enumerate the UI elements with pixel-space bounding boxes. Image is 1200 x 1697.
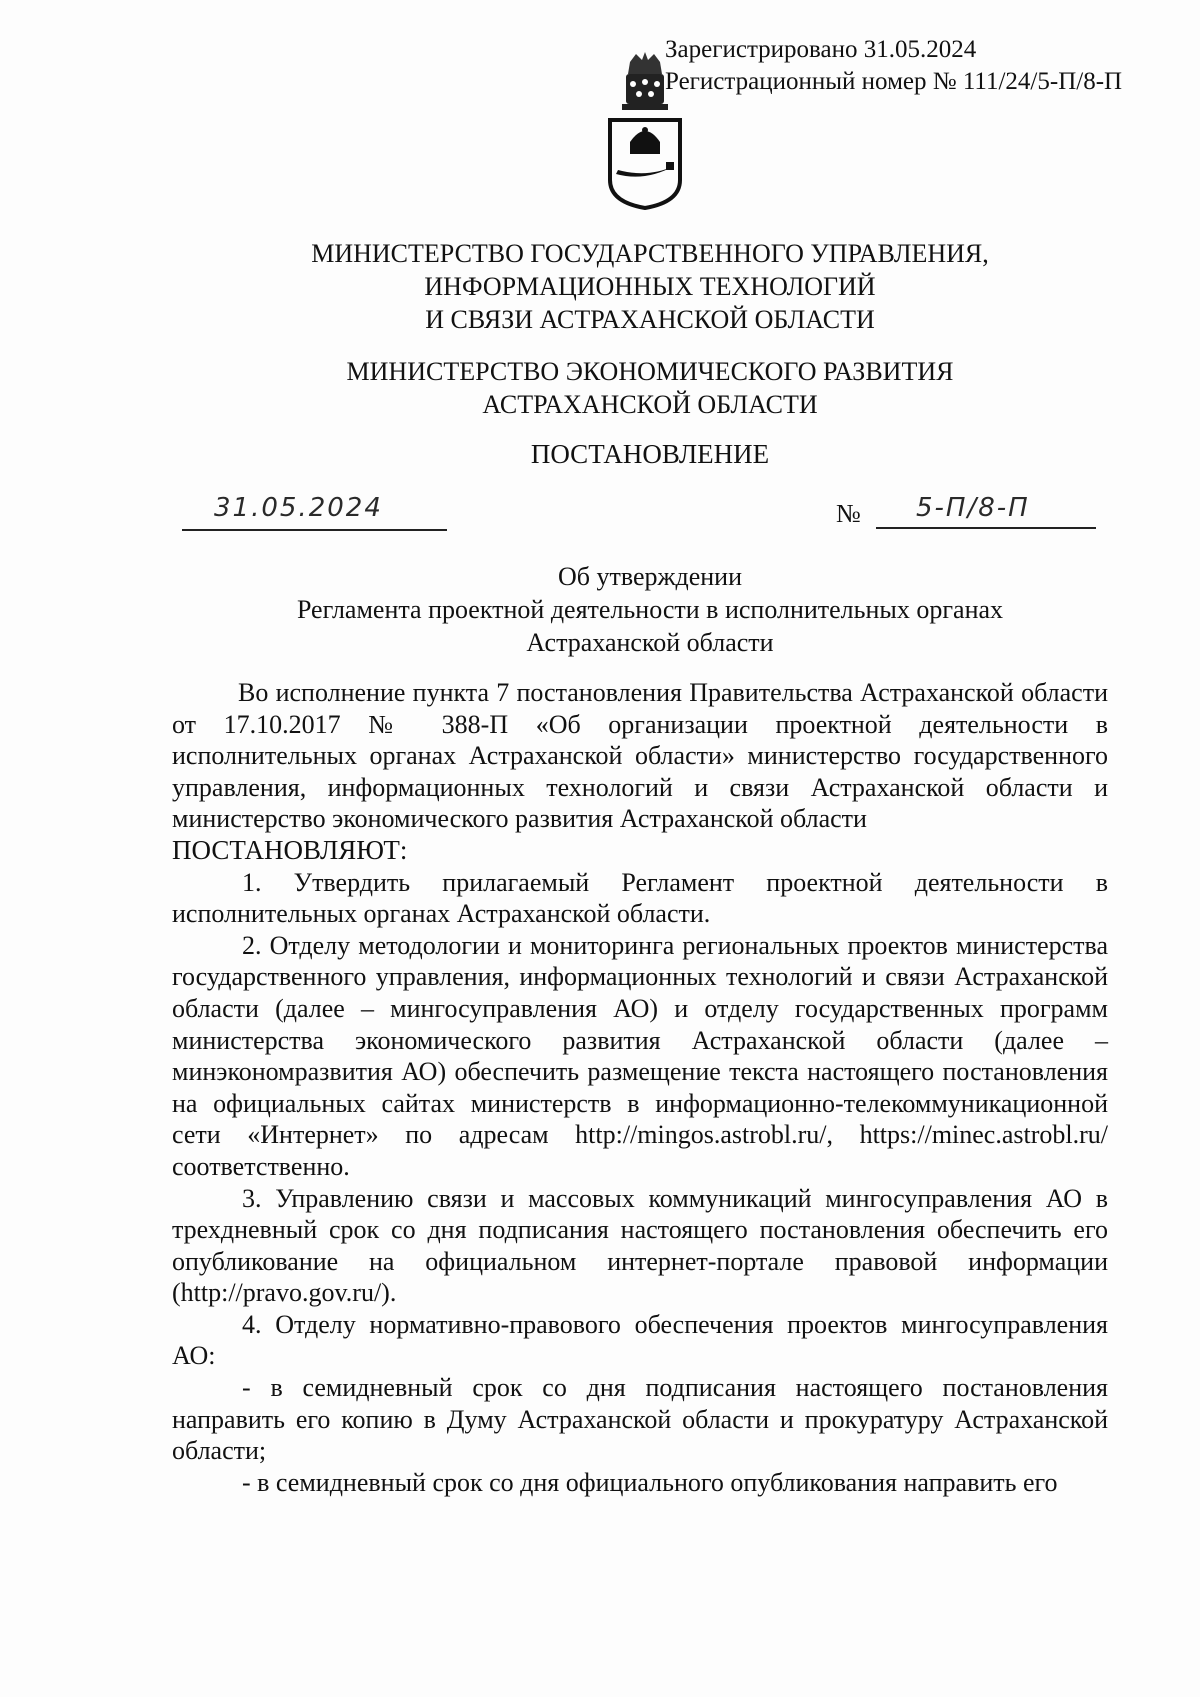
- registration-date: Зарегистрировано 31.05.2024: [665, 36, 977, 63]
- registration-number: Регистрационный номер № 111/24/5-П/8-П: [665, 68, 1123, 95]
- registration-stamp: [665, 34, 1122, 98]
- item-4b-paragraph: - в семидневный срок со дня официального опубликования направить его: [242, 1467, 1058, 1497]
- number-sign: №: [836, 499, 861, 528]
- document-date-field: [182, 493, 447, 531]
- astrakhan-coat-of-arms-icon: [600, 50, 690, 210]
- decree-word: ПОСТАНОВЛЯЮТ:: [172, 834, 408, 865]
- handwritten-number: 5-П/8-П: [916, 493, 1030, 523]
- preamble-paragraph: Во исполнение пункта 7 постановления Правительства Астраханской области от 17.10.2017 № 388-П «Об организации проектной деятельности в исполнительных органах Астраханской области» министерство государственного управления, информационных технологий и связи Астраханской области и министерство экономического развития Астраханской области: [172, 678, 1108, 834]
- number-underline: [876, 493, 1096, 529]
- ministry2-heading: МИНИСТЕРСТВО ЭКОНОМИЧЕСКОГО РАЗВИТИЯ АСТРАХАНСКОЙ ОБЛАСТИ: [346, 357, 954, 419]
- ministry1-heading: МИНИСТЕРСТВО ГОСУДАРСТВЕННОГО УПРАВЛЕНИЯ, ИНФОРМАЦИОННЫХ ТЕХНОЛОГИЙ И СВЯЗИ АСТРАХАНСКОЙ ОБЛАСТИ: [311, 239, 989, 334]
- item-2-paragraph: 2. Отделу методологии и мониторинга региональных проектов министерства государственного управления, информационных технологий и связи Астраханской области (далее – мингосуправления АО) и отделу государственных программ министерства экономического развития Астраханской области (далее – минэкономразвития АО) обеспечить размещение текста настоящего постановления на официальных сайтах министерств в информационно-телекоммуникационной сети «Интернет» по адресам http://mingos.astrobl.ru/, https://minec.astrobl.ru/ соответственно.: [172, 930, 1108, 1181]
- document-number-field: [836, 493, 1096, 529]
- item-1-paragraph: 1. Утвердить прилагаемый Регламент проектной деятельности в исполнительных органах Астраханской области.: [172, 867, 1108, 929]
- document-subject: Об утверждении Регламента проектной деятельности в исполнительных органах Астраханской области: [296, 562, 1004, 657]
- document-body: [172, 677, 1108, 1498]
- document-type-title: ПОСТАНОВЛЕНИЕ: [530, 439, 770, 469]
- item-4a-paragraph: - в семидневный срок со дня подписания настоящего постановления направить его копию в Думу Астраханской области и прокуратуру Астраханской области;: [172, 1373, 1108, 1466]
- item-3-paragraph: 3. Управлению связи и массовых коммуникаций мингосуправления АО в трехдневный срок со дня подписания настоящего постановления обеспечить его опубликование на официальном интернет-портале правовой информации (http://pravo.gov.ru/).: [172, 1183, 1108, 1308]
- handwritten-date: 31.05.2024: [214, 493, 383, 523]
- item-4-paragraph: 4. Отделу нормативно-правового обеспечения проектов мингосуправления АО:: [172, 1309, 1108, 1371]
